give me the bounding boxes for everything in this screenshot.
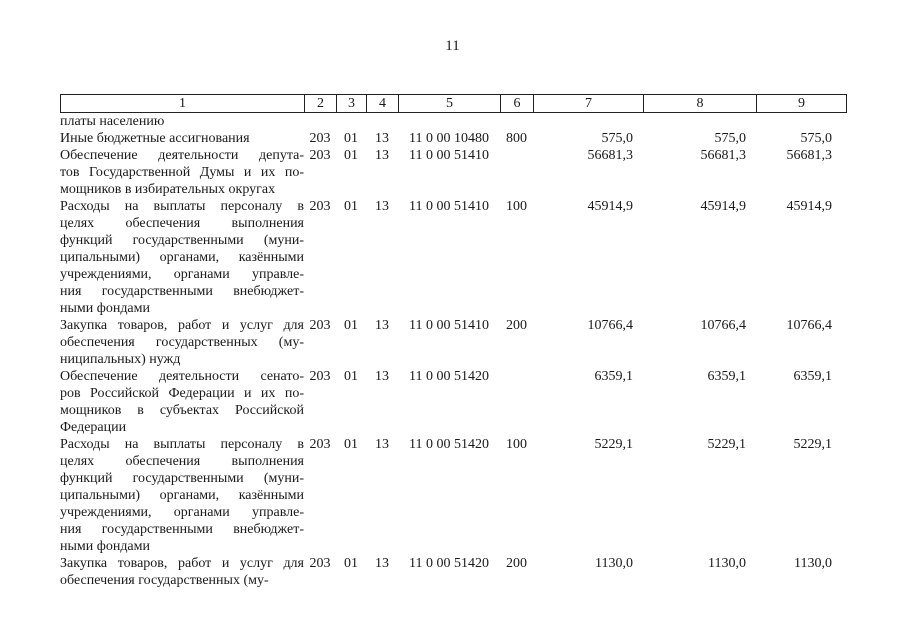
cell-section: 01 [344,148,358,163]
header-cell: 8 [644,95,757,113]
cell-target-article: 11 0 00 10480 [409,131,489,146]
cell-amount-col7 [533,113,643,130]
description-line: ния государственными внебюджет- [60,284,304,299]
cell-amount-col8: 575,0 [714,131,746,146]
row-description [60,198,304,317]
cell-amount-col7: 5229,1 [594,437,633,452]
cell-amount-col8: 1130,0 [708,556,746,571]
cell-amount-col9: 45914,9 [786,199,832,214]
cell-amount-col7: 1130,0 [595,556,633,571]
table-row [60,130,846,147]
cell-amount-col8: 5229,1 [707,437,746,452]
description-line: ров Российской Федерации и их по- [60,386,304,401]
description-line: ципальными) органами, казёнными [60,250,304,265]
cell-subsection: 13 [375,369,389,384]
description-line: ными фондами [60,539,151,554]
cell-code: 203 [309,318,331,333]
table-row [60,555,846,589]
cell-amount-col7: 10766,4 [587,318,633,333]
cell-section: 01 [344,437,358,452]
description-line: мощников в избирательных округах [60,182,276,197]
cell-amount-col7: 6359,1 [594,369,633,384]
description-line: функций государственными (муни- [60,471,304,486]
cell-amount-col8: 45914,9 [700,199,746,214]
table-row [60,368,846,436]
cell-section: 01 [344,199,358,214]
cell-amount-col8 [643,113,756,130]
cell-amount-col7: 575,0 [601,131,633,146]
cell-code: 203 [309,148,331,163]
cell-code: 203 [309,199,331,214]
description-line: целях обеспечения выполнения [60,454,304,469]
row-description [60,113,304,130]
row-description [60,368,304,436]
header-cell: 1 [61,95,305,113]
cell-expense-type [500,368,533,436]
cell-section: 01 [344,318,358,333]
cell-amount-col7: 56681,3 [587,148,633,163]
row-description [60,436,304,555]
header-cell: 6 [501,95,534,113]
cell-target-article: 11 0 00 51420 [409,437,489,452]
cell-expense-type: 100 [506,199,527,214]
header-row [61,95,847,113]
table-row [60,198,846,317]
cell-subsection: 13 [375,556,389,571]
header-cell: 9 [757,95,847,113]
table-row [60,436,846,555]
cell-section: 01 [344,369,358,384]
cell-subsection: 13 [375,318,389,333]
cell-amount-col9 [756,113,846,130]
cell-subsection: 13 [375,131,389,146]
cell-target-article: 11 0 00 51410 [409,199,489,214]
table-row [60,317,846,368]
cell-target-article: 11 0 00 51410 [409,318,489,333]
description-line: Расходы на выплаты персоналу в [60,437,304,452]
description-line: Федерации [60,420,127,435]
description-line: ципальными) органами, казёнными [60,488,304,503]
cell-expense-type [500,113,533,130]
cell-section: 01 [344,556,358,571]
description-line: ниципальных) нужд [60,352,181,367]
cell-expense-type: 200 [506,318,527,333]
cell-expense-type [500,147,533,198]
description-line: Иные бюджетные ассигнования [60,131,250,146]
description-line: мощников в субъектах Российской [60,403,304,418]
cell-code: 203 [309,556,331,571]
cell-section: 01 [344,131,358,146]
table-row [60,113,846,130]
cell-amount-col9: 10766,4 [786,318,832,333]
page-number: 11 [445,38,460,54]
description-line: Закупка товаров, работ и услуг для [60,556,304,571]
description-line: целях обеспечения выполнения [60,216,304,231]
cell-amount-col9: 5229,1 [793,437,832,452]
cell-amount-col8: 6359,1 [707,369,746,384]
cell-amount-col8: 56681,3 [700,148,746,163]
cell-subsection: 13 [375,437,389,452]
description-line: Закупка товаров, работ и услуг для [60,318,304,333]
description-line: обеспечения государственных (му- [60,335,304,350]
cell-amount-col9: 1130,0 [794,556,832,571]
description-line: обеспечения государственных (му- [60,573,269,588]
description-line: тов Государственной Думы и их по- [60,165,304,180]
description-line: платы населению [60,114,165,129]
row-description [60,555,304,589]
header-cell: 2 [305,95,337,113]
cell-amount-col9: 56681,3 [786,148,832,163]
header-cell: 7 [534,95,644,113]
row-description [60,130,304,147]
cell-amount-col9: 6359,1 [793,369,832,384]
description-line: учреждениями, органами управле- [60,267,304,282]
cell-expense-type: 800 [506,131,527,146]
cell-subsection: 13 [375,199,389,214]
table-body [60,113,846,589]
cell-amount-col9: 575,0 [800,131,832,146]
cell-target-article: 11 0 00 51420 [409,369,489,384]
column-header-table [60,94,847,113]
cell-code [304,113,336,130]
cell-expense-type: 100 [506,437,527,452]
description-line: учреждениями, органами управле- [60,505,304,520]
row-description [60,147,304,198]
description-line: Обеспечение деятельности сенато- [60,369,304,384]
cell-expense-type: 200 [506,556,527,571]
cell-target-article: 11 0 00 51410 [409,148,489,163]
cell-code: 203 [309,437,331,452]
cell-amount-col8: 10766,4 [700,318,746,333]
header-cell: 3 [337,95,367,113]
row-description [60,317,304,368]
cell-subsection: 13 [375,148,389,163]
cell-amount-col7: 45914,9 [587,199,633,214]
description-line: ными фондами [60,301,151,316]
cell-subsection [366,113,398,130]
description-line: функций государственными (муни- [60,233,304,248]
table-row [60,147,846,198]
cell-code: 203 [309,131,331,146]
cell-target-article: 11 0 00 51420 [409,556,489,571]
header-cell: 5 [399,95,501,113]
description-line: Расходы на выплаты персоналу в [60,199,304,214]
header-cell: 4 [367,95,399,113]
cell-code: 203 [309,369,331,384]
cell-target-article [398,113,500,130]
description-line: ния государственными внебюджет- [60,522,304,537]
cell-section [336,113,366,130]
description-line: Обеспечение деятельности депута- [60,148,304,163]
